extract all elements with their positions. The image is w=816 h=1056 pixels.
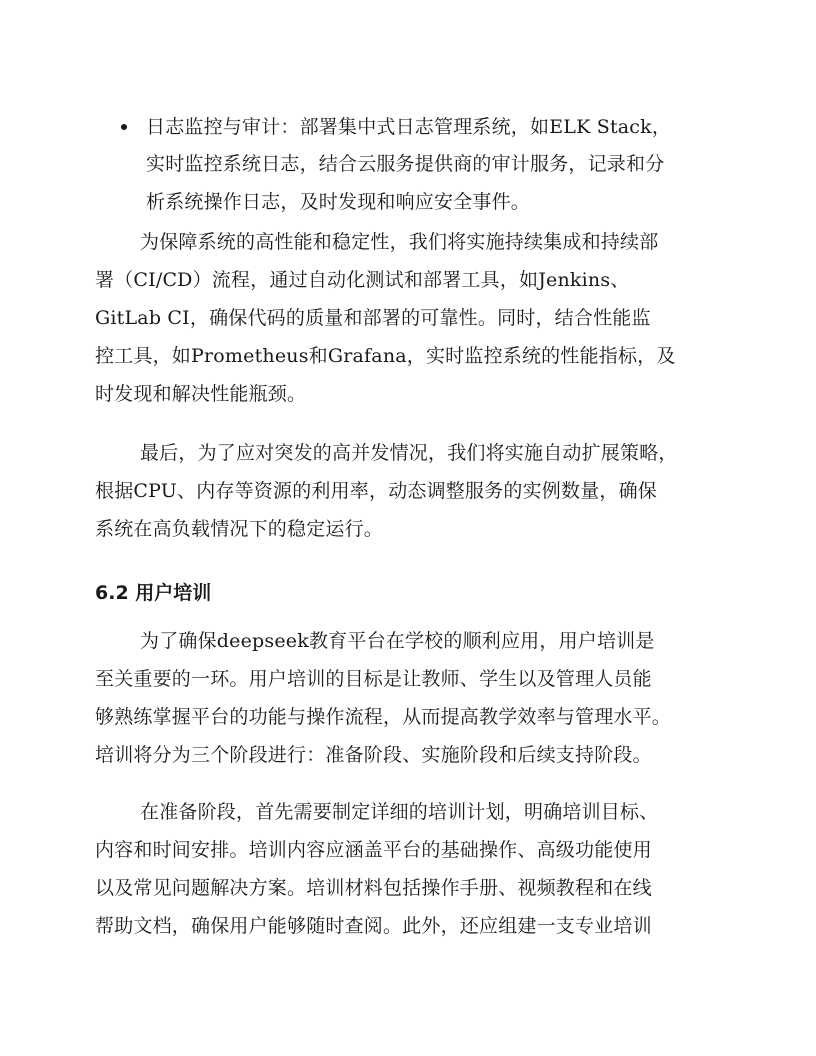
paragraph-1-line-1: 为保障系统的高性能和稳定性，我们将实施持续集成和持续部 [140,231,659,253]
paragraph-2-line-1: 最后，为了应对突发的高并发情况，我们将实施自动扩展策略， [140,442,678,464]
bullet-dot [121,124,127,130]
paragraph-3-line-4: 培训将分为三个阶段进行：准备阶段、实施阶段和后续支持阶段。 [95,744,652,766]
paragraph-3-line-3: 够熟练掌握平台的功能与操作流程，从而提高教学效率与管理水平。 [95,706,672,728]
paragraph-3-line-1: 为了确保deepseek教育平台在学校的顺利应用，用户培训是 [140,630,655,652]
paragraph-4-line-2: 内容和时间安排。培训内容应涵盖平台的基础操作、高级功能使用 [95,839,652,861]
bullet-item-line-3: 析系统操作日志，及时发现和响应安全事件。 [146,191,531,213]
bullet-item-line-1: 日志监控与审计：部署集中式日志管理系统，如ELK Stack， [146,116,672,138]
paragraph-4-line-3: 以及常见问题解决方案。培训材料包括操作手册、视频教程和在线 [95,877,652,899]
paragraph-1-line-3: GitLab CI，确保代码的质量和部署的可靠性。同时，结合性能监 [95,307,651,329]
paragraph-2-line-2: 根据CPU、内存等资源的利用率，动态调整服务的实例数量，确保 [95,480,658,502]
paragraph-4-line-4: 帮助文档，确保用户能够随时查阅。此外，还应组建一支专业培训 [95,915,652,937]
paragraph-1-line-4: 控工具，如Prometheus和Grafana，实时监控系统的性能指标，及 [95,345,676,367]
paragraph-1-line-2: 署（CI/CD）流程，通过自动化测试和部署工具，如Jenkins、 [95,269,630,291]
paragraph-2-line-3: 系统在高负载情况下的稳定运行。 [95,518,384,540]
bullet-item-line-2: 实时监控系统日志，结合云服务提供商的审计服务，记录和分 [146,153,665,175]
paragraph-3-line-2: 至关重要的一环。用户培训的目标是让教师、学生以及管理人员能 [95,668,652,690]
paragraph-1-line-5: 时发现和解决性能瓶颈。 [95,383,307,405]
section-heading: 6.2 用户培训 [95,582,212,604]
paragraph-4-line-1: 在准备阶段，首先需要制定详细的培训计划，明确培训目标、 [140,801,659,823]
